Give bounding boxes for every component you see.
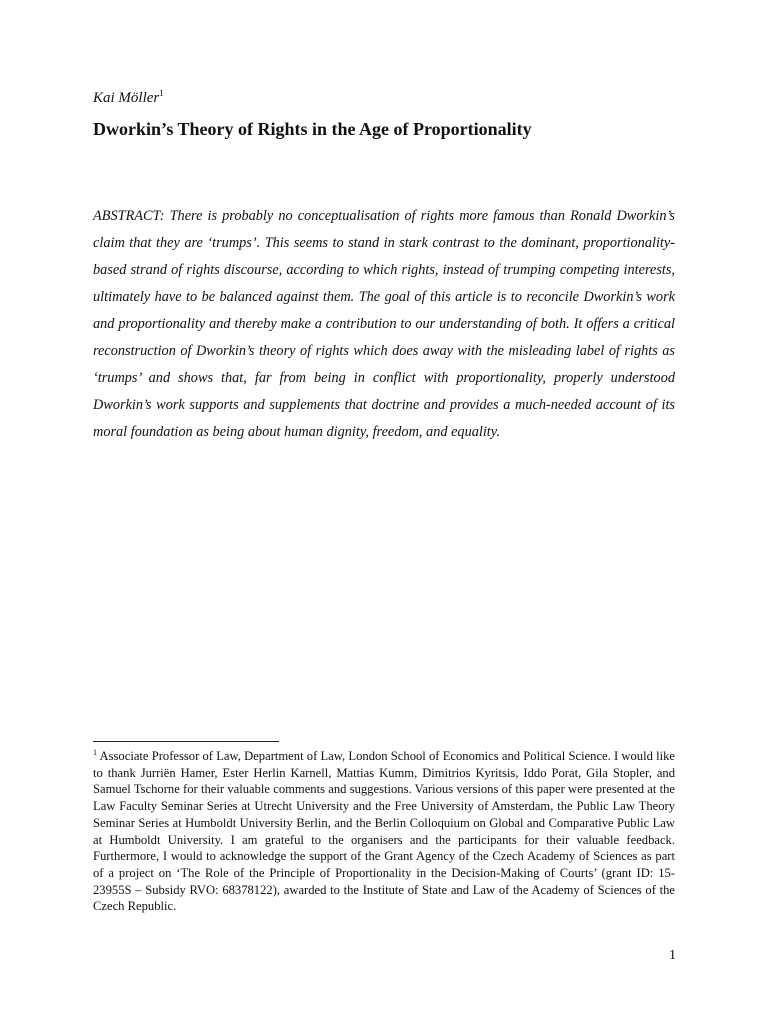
abstract-paragraph: ABSTRACT: There is probably no conceptualisation of rights more famous than Ronald Dworkin’s claim that they are ‘trumps’. This seems to stand in stark contrast to the dominant, proportionality-based strand of rights discourse, according to which rights, instead of trumping competing interests, ultimately have to be balanced against them. The goal of this article is to reconcile Dworkin’s work and proportionality and thereby make a contribution to our understanding of both. It offers a critical reconstruction of Dworkin’s theory of rights which does away with the misleading label of rights as ‘trumps’ and shows that, far from being in conflict with proportionality, properly understood Dworkin’s work supports and supplements that doctrine and provides a much-needed account of its moral foundation as being about human dignity, freedom, and equality.: [93, 208, 675, 440]
footnote-marker: 1: [93, 747, 97, 757]
author-footnote-marker: 1: [159, 88, 164, 98]
author-line: [93, 88, 164, 108]
paper-title: Dworkin’s Theory of Rights in the Age of Proportionality: [93, 119, 532, 139]
author-name: Kai Möller: [93, 90, 160, 106]
page-number: 1: [669, 948, 676, 963]
footnote: [93, 748, 675, 915]
footnote-divider: [93, 741, 279, 742]
footnote-text: Associate Professor of Law, Department of Law, London School of Economics and Political Science. I would like to thank Jurriën Hamer, Ester Herlin Karnell, Mattias Kumm, Dimitrios Kyritsis, Iddo Porat, Gila Stopler, and Samuel Tschorne for their valuable comments and suggestions. Various versions of this paper were presented at the Law Faculty Seminar Series at Utrecht University and the Free University of Amsterdam, the Public Law Theory Seminar Series at Humboldt University Berlin, and the Berlin Colloquium on Global and Comparative Public Law at Humboldt University. I am grateful to the organisers and the participants for their valuable feedback. Furthermore, I would to acknowledge the support of the Grant Agency of the Czech Academy of Sciences as part of a project on ‘The Role of the Principle of Proportionality in the Decision-Making of Courts’ (grant ID: 15-23955S – Subsidy RVO: 68378122), awarded to the Institute of State and Law of the Academy of Sciences of the Czech Republic.: [93, 749, 675, 914]
